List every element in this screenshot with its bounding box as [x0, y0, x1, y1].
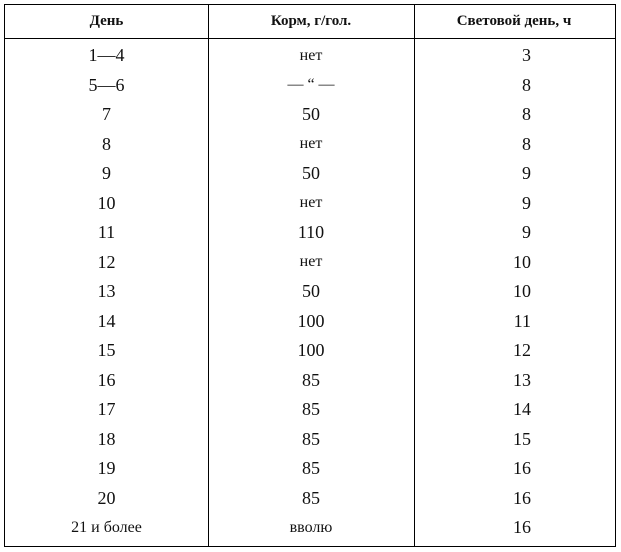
table-row [5, 513, 615, 543]
cell-day: 19 [97, 458, 116, 479]
cell-day: 11 [97, 222, 116, 243]
table-row [5, 484, 615, 514]
cell-daylight: 9 [522, 192, 531, 213]
cell-daylight: 10 [513, 281, 531, 302]
cell-daylight: 16 [513, 458, 531, 479]
cell-daylight: 14 [513, 399, 531, 420]
table-row [5, 395, 615, 425]
cell-feed: вволю [289, 518, 333, 536]
cell-feed: 85 [302, 399, 320, 420]
cell-daylight: 16 [513, 517, 531, 538]
cell-feed: 100 [297, 310, 325, 331]
table-row [5, 100, 615, 130]
table-row [5, 189, 615, 219]
cell-day: 16 [97, 369, 116, 390]
cell-daylight: 8 [522, 104, 531, 125]
cell-feed: 50 [302, 104, 320, 125]
header-feed: Корм, г/гол. [270, 13, 352, 29]
cell-day: 17 [97, 399, 116, 420]
cell-feed: 100 [297, 340, 325, 361]
cell-daylight: 13 [513, 369, 531, 390]
feeding-light-table [4, 4, 616, 547]
cell-day: 12 [97, 251, 116, 272]
cell-day: 5—6 [88, 74, 125, 95]
table-row [5, 159, 615, 189]
cell-feed: 85 [302, 487, 320, 508]
cell-day: 9 [102, 163, 111, 184]
cell-feed: 50 [302, 163, 320, 184]
cell-daylight: 12 [513, 340, 531, 361]
cell-feed: — “ — [287, 76, 335, 94]
cell-daylight: 15 [513, 428, 531, 449]
cell-day: 15 [97, 340, 116, 361]
cell-daylight: 9 [522, 222, 531, 243]
cell-daylight: 3 [522, 45, 531, 66]
cell-day: 18 [97, 428, 116, 449]
cell-daylight: 16 [513, 487, 531, 508]
cell-daylight: 8 [522, 74, 531, 95]
cell-feed: 50 [302, 281, 320, 302]
cell-feed: нет [299, 46, 323, 64]
header-day: День [89, 13, 124, 29]
table-row [5, 218, 615, 248]
table-row [5, 71, 615, 101]
cell-day: 13 [97, 281, 116, 302]
table-row [5, 130, 615, 160]
cell-day: 20 [97, 487, 116, 508]
cell-feed: нет [299, 253, 323, 271]
cell-feed: 85 [302, 428, 320, 449]
table-row [5, 336, 615, 366]
cell-daylight: 10 [513, 251, 531, 272]
cell-daylight: 9 [522, 163, 531, 184]
header-daylight: Световой день, ч [456, 13, 572, 29]
table-row [5, 248, 615, 278]
table-row [5, 307, 615, 337]
cell-day: 10 [97, 192, 116, 213]
cell-day: 21 и более [71, 518, 142, 536]
cell-day: 1—4 [88, 45, 125, 66]
table-row [5, 366, 615, 396]
cell-feed: 85 [302, 369, 320, 390]
cell-feed: нет [299, 135, 323, 153]
table-row [5, 454, 615, 484]
cell-day: 7 [102, 104, 111, 125]
table-header [5, 5, 615, 39]
cell-feed: 110 [297, 222, 325, 243]
cell-feed: 85 [302, 458, 320, 479]
table-row [5, 425, 615, 455]
table-row [5, 41, 615, 71]
cell-daylight: 11 [513, 310, 531, 331]
cell-day: 8 [102, 133, 111, 154]
cell-daylight: 8 [522, 133, 531, 154]
table-body [5, 41, 615, 543]
cell-feed: нет [299, 194, 323, 212]
cell-day: 14 [97, 310, 116, 331]
table-row [5, 277, 615, 307]
